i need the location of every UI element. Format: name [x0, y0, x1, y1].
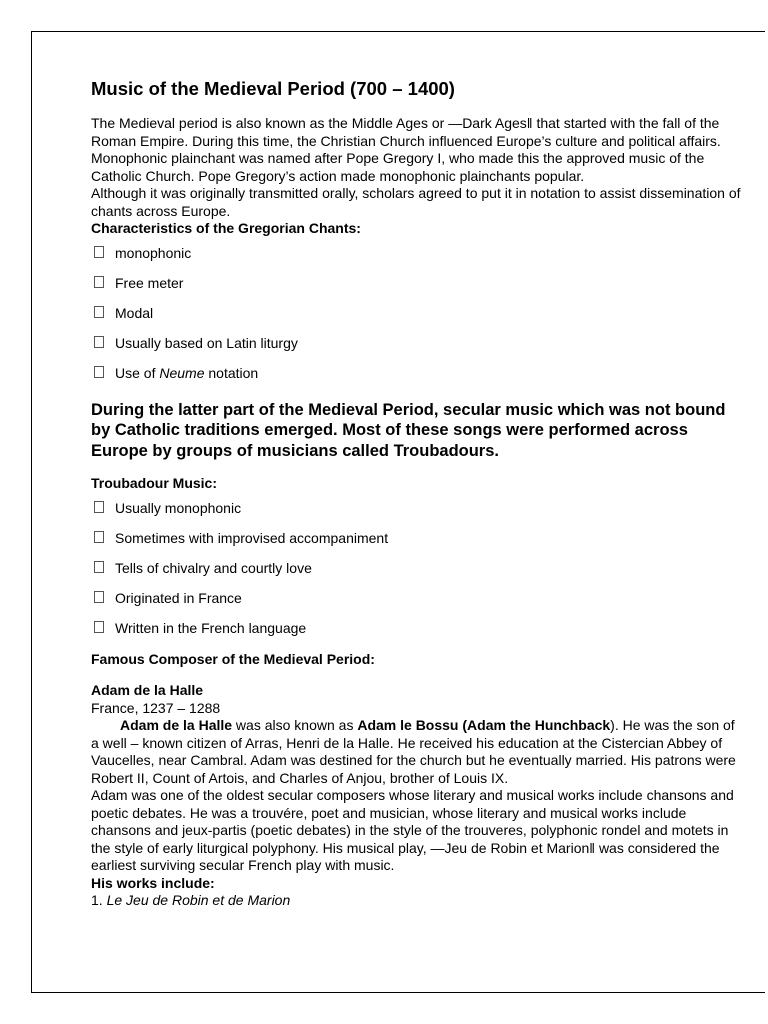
- list-item: Sometimes with improvised accompaniment: [91, 529, 741, 559]
- checkbox-icon: [94, 366, 104, 378]
- checkbox-icon: [94, 591, 104, 603]
- list-item: monophonic: [91, 244, 741, 274]
- checkbox-icon: [94, 621, 104, 633]
- works-heading: His works include:: [91, 874, 215, 891]
- list-item: Usually based on Latin liturgy: [91, 334, 741, 364]
- list-item: Originated in France: [91, 589, 741, 619]
- troubadour-list: [91, 499, 741, 649]
- gregorian-heading: Characteristics of the Gregorian Chants:: [91, 220, 361, 236]
- page-title: Music of the Medieval Period (700 – 1400): [91, 78, 455, 99]
- troubadour-heading: Troubadour Music:: [91, 475, 217, 491]
- checkbox-icon: [94, 561, 104, 573]
- gregorian-list: [91, 244, 741, 394]
- composer-bio-2: Adam was one of the oldest secular composers whose literary and musical works include chansons and poetic debates. He was a trouvére, poet and musician, whose literary and musical works include chansons and jeux-partis (poetic debates) in the style of the trouveres, polyphonic rondel and motets in the style of early liturgical polyphony. His musical play, ―Jeu de Robin et Marion‖ was considered the earliest surviving secular French play with music.: [91, 787, 734, 873]
- document-page: [31, 31, 765, 993]
- checkbox-icon: [94, 276, 104, 288]
- list-item: Usually monophonic: [91, 499, 741, 529]
- composer-bio-1: Adam de la Halle was also known as Adam le Bossu (Adam the Hunchback). He was the son of a well – known citizen of Arras, Henri de la Halle. He received his education at the Cistercian Abbey of Vaucelles, near Cambral. Adam was destined for the church but he eventually married. His patrons were Robert II, Count of Artois, and Charles of Anjou, brother of Louis IX.: [91, 717, 736, 786]
- composer-dates: France, 1237 – 1288: [91, 699, 221, 716]
- list-item: Tells of chivalry and courtly love: [91, 559, 741, 589]
- checkbox-icon: [94, 306, 104, 318]
- spacer: [91, 668, 741, 682]
- checkbox-icon: [94, 246, 104, 258]
- composer-name: Adam de la Halle: [91, 682, 204, 698]
- secular-statement: During the latter part of the Medieval Period, secular music which was not bound by Catholic traditions emerged. Most of these songs were performed across Europe by groups of musicians called Troubadours.: [91, 400, 726, 460]
- checkbox-icon: [94, 531, 104, 543]
- works-item-1: 1. Le Jeu de Robin et de Marion: [91, 892, 291, 908]
- list-item: Use of Neume notation: [91, 364, 741, 394]
- checkbox-icon: [94, 336, 104, 348]
- list-item: Free meter: [91, 274, 741, 304]
- checkbox-icon: [94, 501, 104, 513]
- page-content: [91, 78, 741, 910]
- list-item: Modal: [91, 304, 741, 334]
- composers-heading: Famous Composer of the Medieval Period:: [91, 650, 375, 667]
- intro-paragraph-3: Although it was originally transmitted orally, scholars agreed to put it in notation to assist dissemination of chants across Europe.: [91, 185, 741, 219]
- intro-paragraph-1: The Medieval period is also known as the Middle Ages or ―Dark Ages‖ that started with the fall of the Roman Empire. During this time, the Christian Church influenced Europe’s culture and political affairs.: [91, 115, 721, 149]
- list-item: Written in the French language: [91, 619, 741, 649]
- intro-paragraph-2: Monophonic plainchant was named after Pope Gregory I, who made this the approved music of the Catholic Church. Pope Gregory’s action made monophonic plainchants popular.: [91, 150, 705, 184]
